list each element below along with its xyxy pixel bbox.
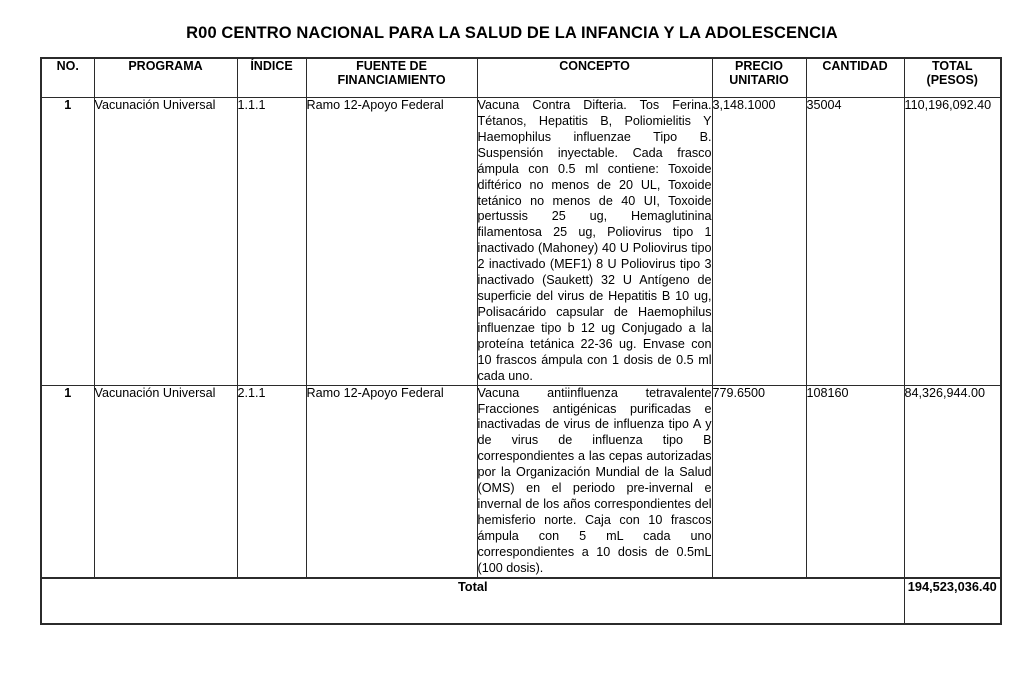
column-header-programa: PROGRAMA [94, 58, 237, 98]
row-concepto: Vacuna antiinfluenza tetravalente Fracciones antigénicas purificadas e inactivadas de virus de influenza tipo A y de virus de influenza tipo B correspondientes a las cepas autorizadas por la Organización Mundial de la Salud (OMS) en el periodo pre-invernal e invernal de los años correspondientes del hemisferio norte. Caja con 10 frascos ámpula con 5 mL cada uno correspondientes a 10 dosis de 0.5mL (100 dosis). [477, 385, 712, 578]
row-programa: Vacunación Universal [94, 98, 237, 386]
row-concepto: Vacuna Contra Difteria. Tos Ferina. Tétanos, Hepatitis B, Poliomielitis Y Haemophilus influenzae Tipo B. Suspensión inyectable. Cada frasco ámpula con 0.5 ml contiene: Toxoide diftérico no menos de 20 UL, Toxoide tetánico no menos de 40 UI, Toxoide pertussis 25 ug, Hemaglutinina filamentosa 25 ug, Poliovirus tipo 1 inactivado (Mahoney) 40 U Poliovirus tipo 2 inactivado (MEF1) 8 U Poliovirus tipo 3 inactivado (Saukett) 32 U Antígeno de superficie del virus de Hepatitis B 10 ug, Polisacárido capsular de Haemophilus influenzae tipo b 12 ug Conjugado a la proteína tetánica 22-36 ug. Envase con 10 frascos ámpula con 1 dosis de 0.5 ml cada uno. [477, 98, 712, 386]
column-header-indice: ÍNDICE [237, 58, 306, 98]
table-container [0, 57, 1024, 625]
table-row [41, 98, 1001, 386]
column-header-concepto: CONCEPTO [477, 58, 712, 98]
table-body [41, 98, 1001, 624]
row-precio-unitario: 779.6500 [712, 385, 806, 578]
row-precio-unitario: 3,148.1000 [712, 98, 806, 386]
row-fuente-financiamiento: Ramo 12-Apoyo Federal [306, 98, 477, 386]
precio-header-line1: PRECIO [735, 59, 783, 73]
total-header-line2: (PESOS) [926, 73, 978, 88]
total-label: Total [41, 578, 904, 624]
row-indice: 2.1.1 [237, 385, 306, 578]
row-total: 84,326,944.00 [904, 385, 1001, 578]
column-header-fuente-financiamiento [306, 58, 477, 98]
row-cantidad: 108160 [806, 385, 904, 578]
header-row [41, 58, 1001, 98]
column-header-no: NO. [41, 58, 94, 98]
row-total: 110,196,092.40 [904, 98, 1001, 386]
total-value: 194,523,036.40 [904, 578, 1001, 624]
row-fuente-financiamiento: Ramo 12-Apoyo Federal [306, 385, 477, 578]
row-number: 1 [41, 98, 94, 386]
column-header-cantidad: CANTIDAD [806, 58, 904, 98]
fuente-header-line2: FINANCIAMIENTO [337, 73, 446, 88]
column-header-total [904, 58, 1001, 98]
precio-header-line2: UNITARIO [729, 73, 789, 88]
total-header-line1: TOTAL [931, 59, 973, 73]
table-total-row [41, 578, 1001, 624]
page-title: R00 CENTRO NACIONAL PARA LA SALUD DE LA INFANCIA Y LA ADOLESCENCIA [186, 24, 838, 42]
row-cantidad: 35004 [806, 98, 904, 386]
row-programa: Vacunación Universal [94, 385, 237, 578]
row-number: 1 [41, 385, 94, 578]
row-indice: 1.1.1 [237, 98, 306, 386]
table-row [41, 385, 1001, 578]
budget-table [40, 57, 1002, 625]
fuente-header-line1: FUENTE DE [356, 59, 427, 73]
table-header [41, 58, 1001, 98]
column-header-precio-unitario [712, 58, 806, 98]
